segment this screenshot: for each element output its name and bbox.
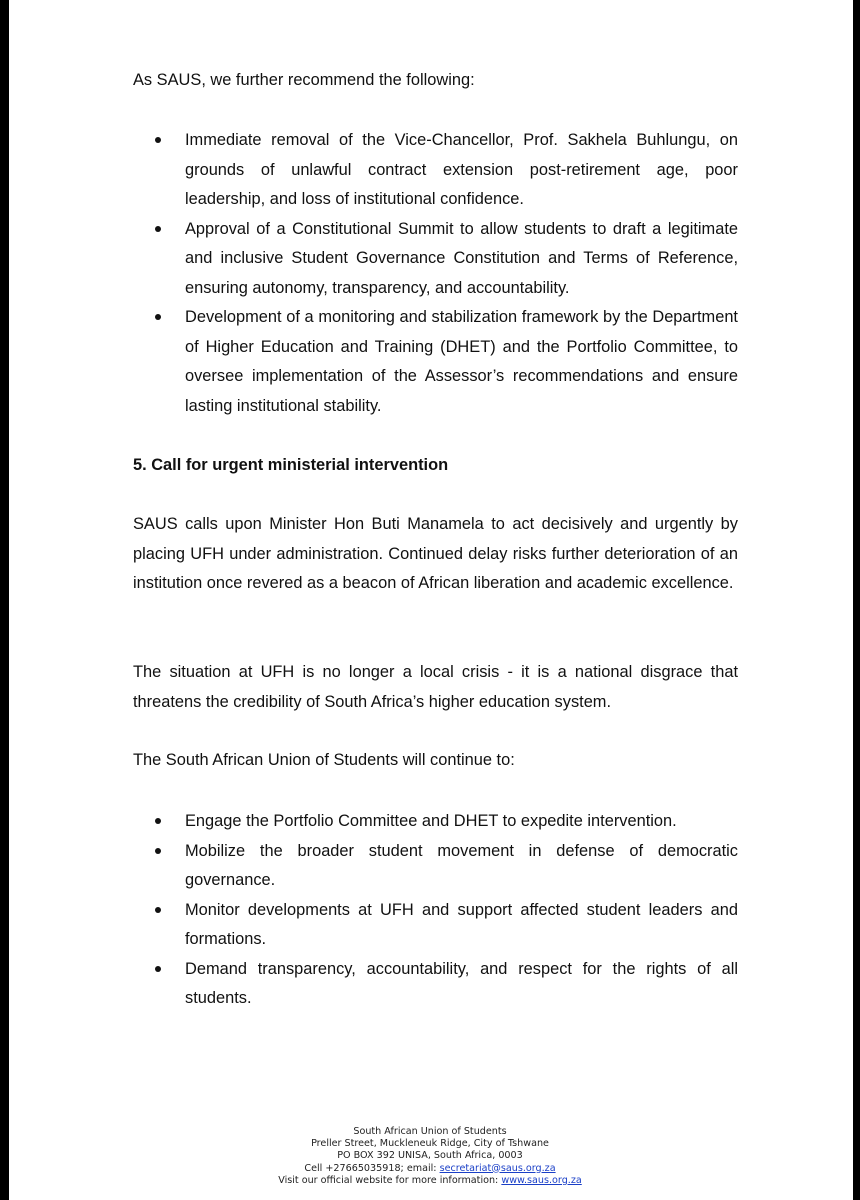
section-heading: 5. Call for urgent ministerial intervention xyxy=(133,456,449,474)
website-link[interactable]: www.saus.org.za xyxy=(501,1174,582,1186)
bullet-icon xyxy=(155,966,161,972)
bullet-icon xyxy=(155,314,161,320)
footer-contact xyxy=(0,1163,860,1175)
footer-website xyxy=(0,1175,860,1187)
body-paragraph: SAUS calls upon Minister Hon Buti Manamela to act decisively and urgently by placing UFH under administration. Continued delay risks further deterioration of an institution once revered as a beacon of African liberation and academic excellence. xyxy=(133,515,738,592)
list-item xyxy=(133,126,738,215)
bullet-icon xyxy=(155,848,161,854)
bullet-icon xyxy=(155,907,161,913)
list-item-text: Mobilize the broader student movement in defense of democratic governance. xyxy=(185,841,738,889)
page-footer xyxy=(0,1126,860,1187)
footer-contact-text: Cell +27665035918; email: xyxy=(304,1162,440,1174)
list-item xyxy=(133,303,738,421)
list-item xyxy=(133,896,738,955)
list-item-text: Demand transparency, accountability, and respect for the rights of all students. xyxy=(185,959,738,1007)
list-item-text: Monitor developments at UFH and support affected student leaders and formations. xyxy=(185,900,738,948)
intro-paragraph: As SAUS, we further recommend the following: xyxy=(133,71,475,89)
commitments-list xyxy=(133,807,738,1014)
list-item-text: Engage the Portfolio Committee and DHET to expedite intervention. xyxy=(185,812,677,830)
recommendations-list xyxy=(133,126,738,421)
list-item xyxy=(133,837,738,896)
footer-org-name: South African Union of Students xyxy=(353,1126,507,1137)
list-item xyxy=(133,955,738,1014)
footer-po-box: PO BOX 392 UNISA, South Africa, 0003 xyxy=(337,1150,523,1162)
list-item xyxy=(133,807,738,837)
list-item xyxy=(133,215,738,304)
left-scan-edge xyxy=(0,0,9,1200)
body-paragraph: The situation at UFH is no longer a local crisis - it is a national disgrace that threatens the credibility of South Africa’s higher education system. xyxy=(133,663,738,711)
list-item-text: Immediate removal of the Vice-Chancellor, Prof. Sakhela Buhlungu, on grounds of unlawful contract extension post-retirement age, poor leadership, and loss of institutional confidence. xyxy=(185,131,738,208)
bullet-icon xyxy=(155,818,161,824)
body-paragraph: The South African Union of Students will continue to: xyxy=(133,751,515,769)
list-item-text: Approval of a Constitutional Summit to allow students to draft a legitimate and inclusive Student Governance Constitution and Terms of Reference, ensuring autonomy, transparency, and accountability. xyxy=(185,219,738,297)
email-link[interactable]: secretariat@saus.org.za xyxy=(439,1162,556,1174)
footer-address: Preller Street, Muckleneuk Ridge, City of Tshwane xyxy=(311,1138,549,1150)
bullet-icon xyxy=(155,137,161,143)
bullet-icon xyxy=(155,226,161,232)
list-item-text: Development of a monitoring and stabilization framework by the Department of Higher Education and Training (DHET) and the Portfolio Committee, to oversee implementation of the Assessor’s recommendations and ensure lasting institutional stability. xyxy=(185,308,738,415)
right-scan-edge xyxy=(853,0,860,1200)
footer-website-text: Visit our official website for more information: xyxy=(278,1174,502,1186)
